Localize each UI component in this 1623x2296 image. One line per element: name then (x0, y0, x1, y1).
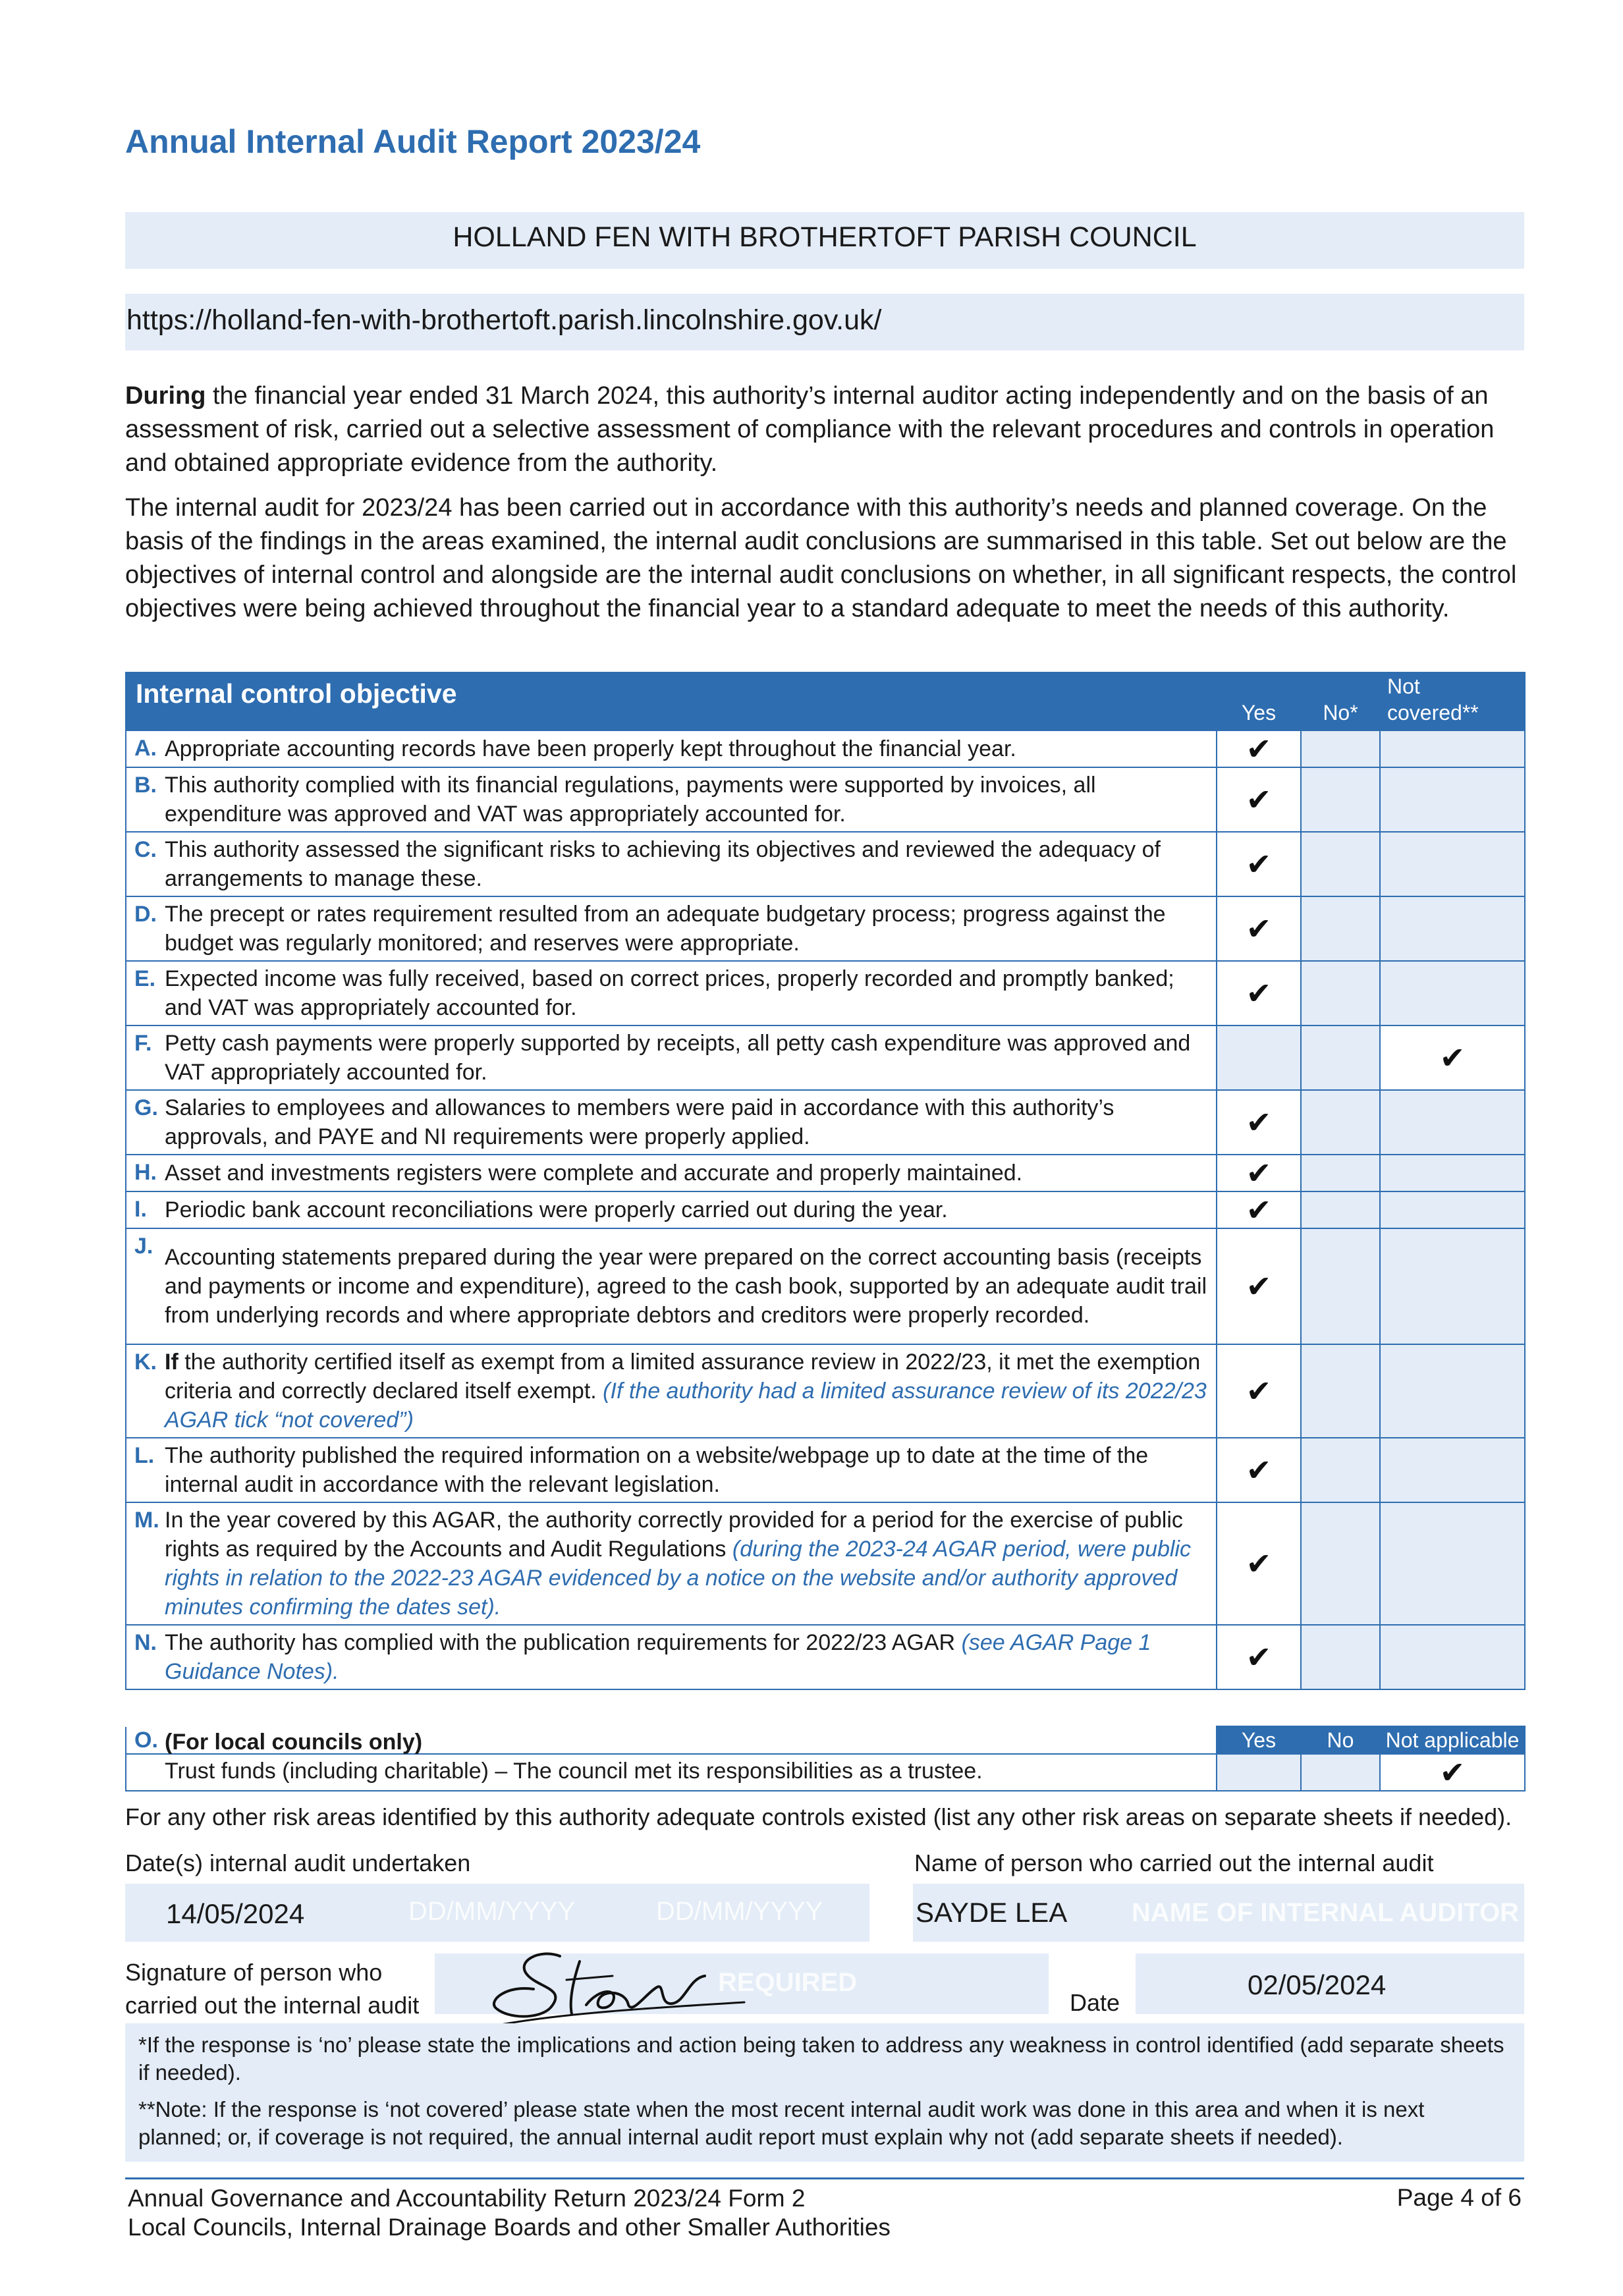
answer-no-cell[interactable] (1301, 1438, 1380, 1502)
trust-yes-cell[interactable] (1217, 1754, 1301, 1791)
answer-yes-cell[interactable]: ✔ (1217, 1228, 1301, 1344)
objective-letter: L. (134, 1443, 155, 1468)
table-row (126, 1344, 1525, 1438)
intro-paragraph-1-text: the financial year ended 31 March 2024, this authority’s internal auditor acting independently and on the basis of an assessment of risk, carried out a selective assessment of compliance with the relevant procedures and controls in operation and obtained appropriate evidence from the authority. (125, 382, 1495, 477)
answer-not-covered-cell[interactable] (1380, 832, 1525, 896)
objective-cell (126, 730, 1217, 767)
objective-text: In the year covered by this AGAR, the authority correctly provided for a period for the exercise of public rights as required by the Accounts and Audit Regulations (165, 1508, 1183, 1562)
not-covered-note: **Note: If the response is ‘not covered’ please state when the most recent internal audit work was done in this area and when it is next planned; or, if coverage is not required, the annual internal audit report must explain why not (add separate sheets if needed). (138, 2097, 1425, 2149)
trust-header-no: No (1301, 1726, 1380, 1754)
footnotes-box (125, 2023, 1524, 2162)
table-row (126, 1502, 1525, 1625)
header-no: No* (1301, 672, 1380, 730)
objective-cell (126, 896, 1217, 961)
objective-cell (126, 1502, 1217, 1625)
authority-name-field[interactable] (125, 212, 1524, 269)
objective-text: The authority has complied with the publication requirements for 2022/23 AGAR (165, 1630, 962, 1655)
footer-line-1: Annual Governance and Accountability Return 2023/24 Form 2 (128, 2185, 806, 2212)
website-address: https://holland-fen-with-brothertoft.parish.lincolnshire.gov.uk/ (126, 304, 882, 336)
objective-cell (126, 767, 1217, 832)
authority-name: HOLLAND FEN WITH BROTHERTOFT PARISH COUNCIL (453, 221, 1197, 253)
table-row (126, 1438, 1525, 1502)
objective-letter: I. (134, 1197, 147, 1222)
answer-no-cell[interactable] (1301, 961, 1380, 1025)
table-row (126, 1090, 1525, 1155)
objective-letter: A. (134, 736, 157, 761)
audit-dates-label: Date(s) internal audit undertaken (125, 1849, 471, 1876)
answer-not-covered-cell[interactable] (1380, 1090, 1525, 1155)
intro-paragraph-2: The internal audit for 2023/24 has been carried out in accordance with this authority’s needs and planned coverage. On the basis of the findings in the areas examined, the internal audit conclusions are summarised in this table. Set out below are the objectives of internal control and alongside are the internal audit conclusions on whether, in all significant respects, the control objectives were being achieved throughout the financial year to a standard adequate to meet the needs of this authority. (125, 494, 1517, 622)
objective-text: Periodic bank account reconciliations were properly carried out during the year. (165, 1197, 948, 1222)
no-response-note: *If the response is ‘no’ please state the implications and action being taken to address any weakness in control identified (add separate sheets if needed). (138, 2033, 1504, 2085)
header-not-covered-line2: covered** (1387, 701, 1479, 724)
objective-text: the authority certified itself as exempt from a limited assurance review in 2022/23, it met the exemption criteria and correctly declared itself exempt. (165, 1350, 1201, 1404)
answer-not-covered-cell[interactable] (1380, 1155, 1525, 1191)
objective-letter: C. (134, 837, 157, 862)
objective-letter: J. (134, 1234, 153, 1259)
objective-guidance-note: (If the authority had a limited assurance review of its 2022/23 AGAR tick “not covered”) (165, 1379, 1207, 1433)
other-risks-text: For any other risk areas identified by this authority adequate controls existed (list any other risk areas on separate sheets if needed). (125, 1803, 1512, 1830)
objective-text: Appropriate accounting records have been properly kept throughout the financial year. (165, 736, 1016, 761)
answer-yes-cell[interactable]: ✔ (1217, 1090, 1301, 1155)
objective-text: Accounting statements prepared during the year were prepared on the correct accounting basis (receipts and payments or income and expenditure), agreed to the cash book, supported by an adequate audit trail from underlying records and where appropriate debtors and creditors were properly recorded. (165, 1245, 1207, 1328)
header-yes: Yes (1217, 672, 1301, 730)
objective-cell (126, 1625, 1217, 1689)
intro-lead-word: During (125, 382, 206, 410)
table-row (126, 1228, 1525, 1344)
objective-cell (126, 1438, 1217, 1502)
objective-letter: N. (134, 1630, 157, 1655)
answer-yes-cell[interactable]: ✔ (1217, 1191, 1301, 1228)
objective-text: Asset and investments registers were complete and accurate and properly maintained. (165, 1161, 1023, 1186)
table-row (126, 767, 1525, 832)
objective-letter: E. (134, 966, 156, 991)
objective-guidance-note: (see AGAR Page 1 Guidance Notes). (165, 1630, 1151, 1684)
objective-cell (126, 961, 1217, 1025)
signed-date-field[interactable] (1136, 1954, 1524, 2014)
answer-no-cell[interactable] (1301, 1191, 1380, 1228)
objective-text: Expected income was fully received, based on correct prices, properly recorded and promptly banked; and VAT was appropriately accounted for. (165, 966, 1174, 1020)
objective-text: Salaries to employees and allowances to members were paid in accordance with this authority’s approvals, and PAYE and NI requirements were properly applied. (165, 1095, 1114, 1149)
header-not-covered (1380, 672, 1525, 730)
answer-yes-cell[interactable]: ✔ (1217, 1625, 1301, 1689)
answer-yes-cell[interactable]: ✔ (1217, 730, 1301, 767)
audit-date-value: 14/05/2024 (166, 1898, 305, 1929)
objective-cell (126, 1344, 1217, 1438)
signature-label (125, 1956, 419, 2022)
answer-no-cell[interactable] (1301, 1625, 1380, 1689)
answer-yes-cell[interactable]: ✔ (1217, 1502, 1301, 1625)
page-title: Annual Internal Audit Report 2023/24 (125, 123, 701, 160)
table-header-row (126, 672, 1525, 730)
audit-dates-field[interactable] (125, 1884, 869, 1942)
auditor-signature (487, 1942, 751, 2034)
answer-no-cell[interactable] (1301, 730, 1380, 767)
table-row (126, 961, 1525, 1025)
auditor-name-field[interactable] (913, 1884, 1524, 1942)
objective-text: The authority published the required information on a website/webpage up to date at the time of the internal audit in accordance with the relevant legislation. (165, 1443, 1149, 1497)
objective-letter: F. (134, 1031, 152, 1056)
date-placeholder-2: DD/MM/YYYY (408, 1897, 576, 1926)
objective-letter: M. (134, 1508, 159, 1533)
answer-yes-cell[interactable]: ✔ (1217, 896, 1301, 961)
answer-not-covered-cell[interactable]: ✔ (1380, 1025, 1525, 1090)
answer-yes-cell[interactable]: ✔ (1217, 1155, 1301, 1191)
trust-text: Trust funds (including charitable) – The council met its responsibilities as a trustee. (165, 1759, 983, 1784)
answer-no-cell[interactable] (1301, 1502, 1380, 1625)
trust-title: (For local councils only) (165, 1730, 423, 1755)
footer-form-title (128, 2184, 891, 2242)
answer-not-covered-cell[interactable] (1380, 1502, 1525, 1625)
objective-text: Petty cash payments were properly supported by receipts, all petty cash expenditure was approved and VAT appropriately accounted for. (165, 1031, 1191, 1085)
trust-letter: O. (134, 1728, 158, 1753)
trust-row (126, 1754, 1525, 1791)
header-objective: Internal control objective (126, 672, 1217, 730)
answer-not-covered-cell[interactable] (1380, 767, 1525, 832)
answer-not-covered-cell[interactable] (1380, 896, 1525, 961)
auditor-name-placeholder: NAME OF INTERNAL AUDITOR (1131, 1898, 1519, 1927)
objective-cell (126, 1090, 1217, 1155)
table-row (126, 730, 1525, 767)
trust-header-yes: Yes (1217, 1726, 1301, 1754)
answer-no-cell[interactable] (1301, 1155, 1380, 1191)
objective-cell (126, 1228, 1217, 1344)
signature-placeholder: REQUIRED (718, 1968, 858, 1997)
footer-rule (125, 2177, 1524, 2179)
trust-header-na: Not applicable (1380, 1726, 1525, 1754)
answer-no-cell[interactable] (1301, 1090, 1380, 1155)
objective-lead-word: If (165, 1350, 179, 1375)
answer-yes-cell[interactable]: ✔ (1217, 961, 1301, 1025)
objective-letter: K. (134, 1350, 157, 1375)
answer-no-cell[interactable] (1301, 1025, 1380, 1090)
table-row (126, 1191, 1525, 1228)
answer-no-cell[interactable] (1301, 1228, 1380, 1344)
auditor-name-value: SAYDE LEA (916, 1897, 1068, 1928)
signature-label-line2: carried out the internal audit (125, 1992, 420, 2019)
objective-text: This authority complied with its financial regulations, payments were supported by invoices, all expenditure was approved and VAT was appropriately accounted for. (165, 773, 1096, 827)
answer-yes-cell[interactable]: ✔ (1217, 1344, 1301, 1438)
table-row (126, 832, 1525, 896)
trust-na-cell[interactable]: ✔ (1380, 1754, 1525, 1791)
answer-yes-cell[interactable]: ✔ (1217, 767, 1301, 832)
objective-cell (126, 832, 1217, 896)
answer-not-covered-cell[interactable] (1380, 1191, 1525, 1228)
signed-date-value: 02/05/2024 (1248, 1969, 1387, 2000)
answer-not-covered-cell[interactable] (1380, 961, 1525, 1025)
objective-cell (126, 1155, 1217, 1191)
auditor-name-label: Name of person who carried out the internal audit (914, 1849, 1434, 1876)
answer-not-covered-cell[interactable] (1380, 1344, 1525, 1438)
answer-no-cell[interactable] (1301, 1344, 1380, 1438)
answer-yes-cell[interactable]: ✔ (1217, 1438, 1301, 1502)
objective-rows (126, 730, 1525, 1689)
answer-no-cell[interactable] (1301, 896, 1380, 961)
footer-line-2: Local Councils, Internal Drainage Boards and other Smaller Authorities (128, 2214, 891, 2241)
website-field[interactable] (125, 294, 1524, 350)
answer-not-covered-cell[interactable] (1380, 1625, 1525, 1689)
answer-yes-cell[interactable]: ✔ (1217, 832, 1301, 896)
answer-no-cell[interactable] (1301, 832, 1380, 896)
objective-cell (126, 1191, 1217, 1228)
objective-letter: H. (134, 1160, 157, 1185)
objective-letter: G. (134, 1095, 158, 1120)
page-number: Page 4 of 6 (1396, 2184, 1522, 2211)
header-not-covered-line1: Not (1387, 674, 1420, 698)
table-row (126, 896, 1525, 961)
answer-not-covered-cell[interactable] (1380, 730, 1525, 767)
objective-letter: B. (134, 773, 157, 798)
answer-not-covered-cell[interactable] (1380, 1228, 1525, 1344)
objective-text: The precept or rates requirement resulted from an adequate budgetary process; progress against the budget was regularly monitored; and reserves were appropriate. (165, 902, 1166, 956)
table-row (126, 1025, 1525, 1090)
objective-letter: D. (134, 902, 157, 927)
table-row (126, 1155, 1525, 1191)
table-row (126, 1625, 1525, 1689)
signature-label-line1: Signature of person who (125, 1959, 383, 1986)
answer-no-cell[interactable] (1301, 767, 1380, 832)
objective-guidance-note: (during the 2023-24 AGAR period, were public rights in relation to the 2022-23 AGAR evidenced by a notice on the website and/or authority approved minutes confirming the dates set). (165, 1537, 1192, 1620)
trust-no-cell[interactable] (1301, 1754, 1380, 1791)
objective-cell (126, 1025, 1217, 1090)
signed-date-label: Date (1070, 1989, 1120, 2016)
answer-yes-cell[interactable] (1217, 1025, 1301, 1090)
date-placeholder-3: DD/MM/YYYY (656, 1897, 823, 1926)
intro-paragraph-1 (125, 379, 1524, 480)
internal-control-table (125, 672, 1526, 1690)
objective-text: This authority assessed the significant risks to achieving its objectives and reviewed the adequacy of arrangements to manage these. (165, 837, 1161, 891)
answer-not-covered-cell[interactable] (1380, 1438, 1525, 1502)
